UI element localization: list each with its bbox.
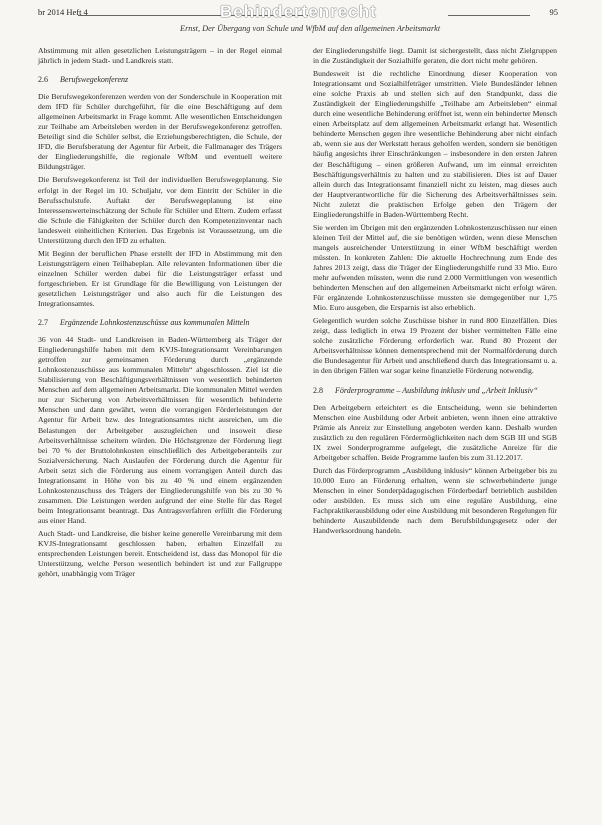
paragraph: Abstimmung mit allen gesetzlichen Leistungsträgern – in der Regel einmal jährlich in jedem Stadt- und Landkreis statt.: [38, 46, 282, 66]
right-column: [313, 46, 557, 539]
section-number: 2.7: [38, 318, 48, 328]
page-number: 95: [549, 7, 558, 17]
section-heading: [38, 318, 282, 328]
paragraph: Gelegentlich wurden solche Zuschüsse bisher in rund 800 Einzelfällen. Dies zeigt, dass lediglich in etwa 19 Prozent der bisher vermittelten Fälle eine solche zusätzliche Förderung erforderlich war. Rund 80 Prozent der Arbeitsverhältnisse können dementsprechend mit der Normalförderung durch die Bundesagentur für Arbeit und anschließend durch das Integrationsamt u. a. in den übrigen Fällen war sogar keine finanzielle Förderung notwendig.: [313, 316, 557, 376]
section-title: Berufswegekonferenz: [60, 75, 129, 85]
issue-label: br 2014 Heft 4: [38, 7, 88, 17]
journal-title: Behindertenrecht: [220, 2, 377, 21]
page-header: [38, 2, 558, 24]
paragraph: Durch das Förderprogramm „Ausbildung inklusiv“ können Arbeitgeber bis zu 10.000 Euro an Förderung erhalten, wenn sie schwerbehinderte junge Menschen in einer Sonderpädagogischen Förderbedarf betrieblich ausbilden oder ausbilden. Es muss sich um eine reguläre Ausbildung, eine Fachpraktikerausbildung oder eine Ausbildung mit besonderen Regelungen für behinderte Auszubildende nach dem Berufsbildungsgesetz oder der Handwerksordnung handeln.: [313, 465, 557, 536]
section-number: 2.6: [38, 75, 48, 85]
paragraph: 36 von 44 Stadt- und Landkreisen in Baden-Württemberg als Träger der Eingliederungshilfe haben mit dem KVJS-Integrationsamt Vereinbarungen getroffen zur gemeinsamen Förderung durch „ergänzende Lohnkostenzuschüsse aus kommunalen Mitteln“ abgeschlossen. Ziel ist die Stabilisierung von Beschäftigungsverhältnissen von wesentlich behinderten Menschen auf dem allgemeinen Arbeitsmarkt. Die kommunalen Mittel werden nur zur Sicherung von Arbeitsverhältnissen für wesentlich behinderte Menschen und dann gewährt, wenn die vorrangigen Förderleistungen der Agentur für Arbeit bzw. des Integrationsamtes nicht ausreichen, um die Belastungen der Arbeitgeber auszugleichen und insoweit diese Arbeitsverhältnisse scheitern würden. Die Höchstgrenze der Förderung liegt bei 70 % der Bruttolohnkosten einschließlich des Arbeitgeberanteils zur Sozialversicherung. Nach Auslaufen der Förderung durch die Agentur für Arbeit setzt sich die Förderung aus einem vorrangigen Anteil durch das Integrationsamt in Höhe von bis zu 40 % und einem ergänzenden Lohnkostenzuschuss des Trägers der Eingliederungshilfe von bis zu 30 % zusammen. Die Leistungen werden aufgrund der eine Stelle für das Regel beim Integrationsamt beantragt. Das Antragsverfahren erfüllt die Förderung aus einer Hand.: [38, 335, 282, 525]
section-title: Förderprogramme – Ausbildung inklusiv und „Arbeit Inklusiv“: [335, 385, 538, 395]
section-number: 2.8: [313, 385, 323, 395]
section-title: Ergänzende Lohnkostenzuschüsse aus kommunalen Mitteln: [60, 318, 250, 328]
paragraph: Bundesweit ist die rechtliche Einordnung dieser Kooperation von Integrationsamt und Sozialhilfeträger umstritten. Viele Bundesländer lehnen eine solche Praxis ab und stellen sich auf den Standpunkt, dass die Zuständigkeit der Eingliederungshilfe „Teilhabe am Arbeitsleben“ einmal durch eine wesentliche Behinderung eröffnet ist, wenn ein behinderter Mensch einen Arbeitsplatz auf dem allgemeinen Arbeitsmarkt erlangt hat. Wesentlich behinderte Menschen gegen ihre wesentliche Behinderung aber nicht einfach ab, wenn sie aus der Werkstatt heraus geholfen werden, sondern sie benötigen häufig angesichts ihrer Einschränkungen – insbesondere in den ersten Jahren der Beschäftigung – einen größeren Aufwand, um im einmal erreichten Beschäftigungsverhältnis zu halten und zu stabilisieren. Dies ist auf Dauer allein durch das Integrationsamt finanziell nicht zu leisten, mag dieses auch der Hauptverantwortliche für die Sicherung des Arbeitsverhältnisses sein. Nicht zuletzt die praktischen Erfolge geben den Trägern der Eingliederungshilfe in Baden-Württemberg Recht.: [313, 69, 557, 219]
paragraph: Mit Beginn der beruflichen Phase erstellt der IFD in Abstimmung mit den Leistungsträgern einen Teilhabeplan. Alle relevanten Informationen über die einzelnen Schüler werden dabei für die Leistungsträger erfasst und fortgeschrieben. Er ist Grundlage für die Bewilligung von Leistungen der gesetzlichen Leistungsträger und also auch für die Leistungen des Integrationsamtes.: [38, 248, 282, 309]
left-column: [38, 46, 282, 582]
paragraph: Den Arbeitgebern erleichtert es die Entscheidung, wenn sie behinderten Menschen eine Ausbildung oder Arbeit anbieten, wenn ihnen eine attraktive Prämie als Anreiz zur Einstellung angeboten werden kann. Deshalb wurden zusätzlich zu den regulären Fördermöglichkeiten nach dem SGB III und SGB IX zwei Sonderprogramme aufgelegt, die zusätzliche Anreize für die Arbeitgeber schaffen. Beide Programme laufen bis zum 31.12.2017.: [313, 402, 557, 462]
section-heading: [313, 386, 557, 396]
paragraph: der Eingliederungshilfe liegt. Damit ist sichergestellt, dass nicht Zielgruppen in die Zuständigkeit der Sozialhilfe geraten, die dort nicht mehr gehören.: [313, 46, 557, 66]
section-heading: [38, 75, 282, 85]
paragraph: Sie werden im Übrigen mit den ergänzenden Lohnkostenzuschüssen nur einen kleinen Teil der Mittel auf, die sie benötigen würden, wenn diese Menschen mangels ausreichender Unterstützung in einer WfbM beschäftigt werden müssten. In konkreten Zahlen: Die aktuelle Hochrechnung zum Ende des Jahres 2013 zeigt, dass die Träger der Eingliederungshilfe rund 33 Mio. Euro mehr aufwenden müssten, wenn die rund 2.000 Vermittlungen von wesentlich behinderten Menschen auf den allgemeinen Arbeitsmarkt nicht erfolgt wären. Für ergänzende Lohnkostenzuschüsse mussten sie demgegenüber nur 1,75 Mio. Euro ausgeben, die Ersparnis ist also erheblich.: [313, 222, 557, 313]
header-rule-right: [448, 15, 530, 16]
paragraph: Die Berufswegekonferenz ist Teil der individuellen Berufswegeplanung. Sie erfolgt in der Regel im 10. Schuljahr, vor dem Eintritt der Schüler in die Berufsschulstufe. Auftakt der Berufswegeplanung ist eine Interessenswerteinschätzung der Schule für Schüler und Eltern. Zudem erfasst die Schule die Fähigkeiten der Schüler durch den Kompetenzinventar nach landesweit einheitlichen Kriterien. Das Ergebnis ist Voraussetzung, um die Unterstützung durch den IFD zu erhalten.: [38, 175, 282, 245]
running-title: Ernst, Der Übergang von Schule und WfbM auf den allgemeinen Arbeitsmarkt: [180, 24, 441, 33]
paragraph: Auch Stadt- und Landkreise, die bisher keine generelle Vereinbarung mit dem KVJS-Integrationsamt geschlossen haben, erhalten Einzelfall zu entsprechenden Leistungen bereit. Entscheidend ist, dass das Monopol für die Unterstützung, welche Person wesentlich behindert ist und zur Fallgruppe gehört, unabhängig vom Träger: [38, 528, 282, 579]
paragraph: Die Berufswegekonferenzen werden von der Sonderschule in Kooperation mit dem IFD für Schüler durchgeführt, für die eine Beschäftigung auf dem allgemeinen Arbeitsmarkt in Frage kommt. Alle wesentlichen Entscheidungen zur Teilhabe am Arbeitsleben werden in der Berufswegekonferenz getroffen. Beteiligt sind die Schüler selbst, die Erziehungsberechtigten, die Schule, der IFD, die Berufsberatung der Agentur für Arbeit, die Fallmanager des Trägers der Eingliederungshilfe, die regionale WfbM und eventuell weitere Bildungsträger.: [38, 92, 282, 172]
